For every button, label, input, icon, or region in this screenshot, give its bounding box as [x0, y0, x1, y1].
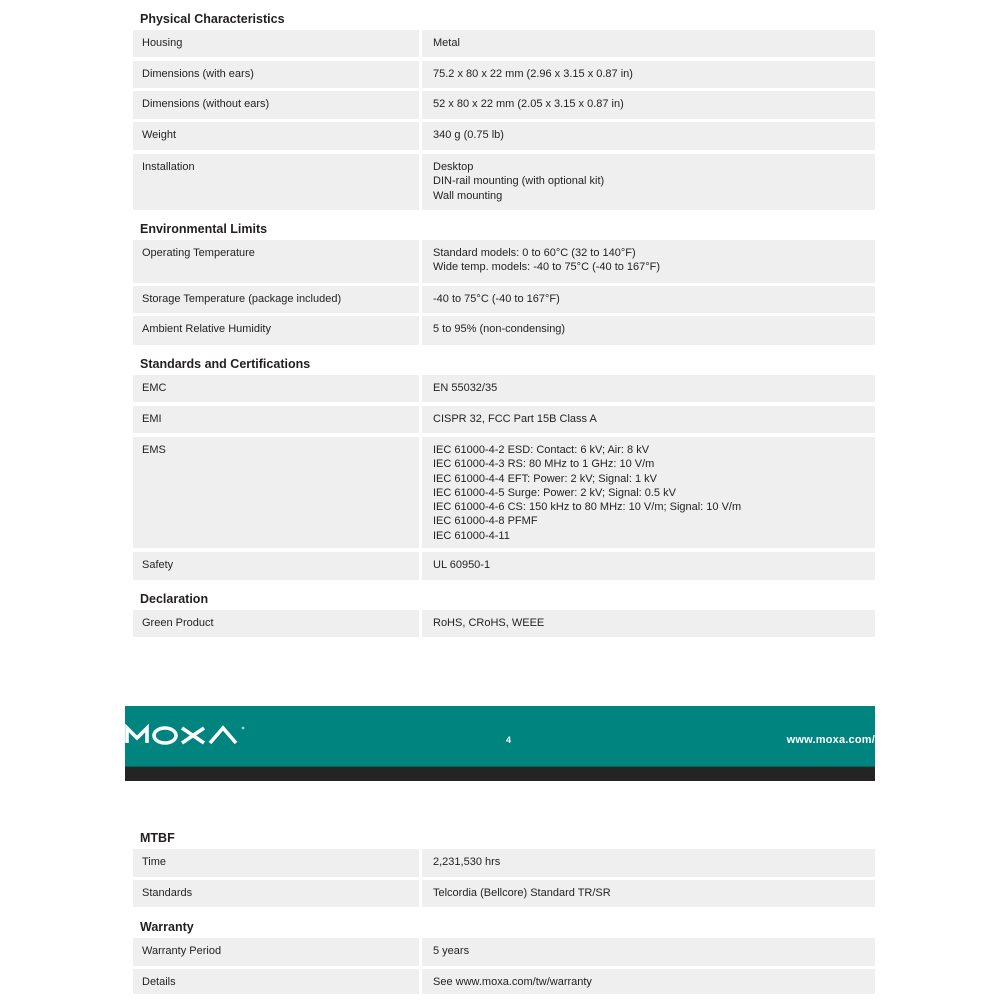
section-title: Standards and Certifications — [140, 357, 311, 371]
spec-value — [422, 880, 875, 907]
spec-value-line: 5 years — [433, 945, 470, 957]
website-link[interactable]: www.moxa.com/ — [786, 734, 875, 746]
spec-row-details — [133, 969, 875, 994]
spec-value-line: IEC 61000-4-5 Surge: Power: 2 kV; Signal: 0.5 kV — [433, 486, 676, 499]
section-title: Physical Characteristics — [140, 12, 285, 26]
spec-row-storage-temperature — [133, 286, 875, 313]
spec-value — [422, 61, 875, 88]
spec-value-line: IEC 61000-4-11 — [433, 529, 510, 542]
spec-row-warranty-period — [133, 938, 875, 966]
spec-key: Housing — [133, 30, 419, 57]
spec-value-line: 5 to 95% (non-condensing) — [433, 323, 566, 335]
spec-value-line: IEC 61000-4-4 EFT: Power: 2 kV; Signal: 1 kV — [433, 472, 657, 485]
spec-key: Operating Temperature — [133, 240, 419, 283]
spec-row-green-product — [133, 610, 875, 637]
spec-row-operating-temperature — [133, 240, 875, 283]
spec-key: Dimensions (with ears) — [133, 61, 419, 88]
spec-value — [422, 316, 875, 345]
spec-value-line: EN 55032/35 — [433, 382, 498, 394]
spec-key: Warranty Period — [133, 938, 419, 966]
spec-value — [422, 375, 875, 402]
spec-value-line: IEC 61000-4-6 CS: 150 kHz to 80 MHz: 10 V/m; Signal: 10 V/m — [433, 501, 742, 514]
spec-value — [422, 406, 875, 433]
spec-value-line: DIN-rail mounting (with optional kit) — [433, 175, 605, 188]
spec-row-dimensions-with-ears — [133, 61, 875, 88]
spec-value-line: 340 g (0.75 lb) — [433, 129, 504, 141]
spec-key: Ambient Relative Humidity — [133, 316, 419, 345]
spec-value — [422, 30, 875, 57]
spec-value-line: IEC 61000-4-3 RS: 80 MHz to 1 GHz: 10 V/m — [433, 458, 655, 471]
section-title: Warranty — [140, 920, 194, 934]
spec-row-ems — [133, 437, 875, 548]
spec-value-line: Standard models: 0 to 60°C (32 to 140°F) — [433, 247, 636, 259]
spec-value-line: Wall mounting — [433, 189, 503, 202]
spec-key: Weight — [133, 122, 419, 150]
spec-value-line: See www.moxa.com/tw/warranty — [433, 976, 592, 988]
spec-value-line: UL 60950-1 — [433, 559, 491, 571]
spec-value-line: IEC 61000-4-8 PFMF — [433, 515, 538, 528]
spec-row-dimensions-without-ears — [133, 91, 875, 119]
spec-value — [422, 849, 875, 877]
spec-value-line: -40 to 75°C (-40 to 167°F) — [433, 293, 560, 305]
spec-value — [422, 552, 875, 580]
spec-key: Time — [133, 849, 419, 877]
section-title: MTBF — [140, 831, 175, 845]
spec-value-line: Wide temp. models: -40 to 75°C (-40 to 167°F) — [433, 261, 661, 274]
spec-row-humidity — [133, 316, 875, 345]
spec-value — [422, 437, 875, 548]
spec-key: Installation — [133, 154, 419, 210]
spec-row-time — [133, 849, 875, 877]
spec-value-line: CISPR 32, FCC Part 15B Class A — [433, 413, 597, 425]
spec-row-emc — [133, 375, 875, 402]
spec-value — [422, 91, 875, 119]
section-title: Declaration — [140, 592, 209, 606]
spec-value-line: Desktop — [433, 161, 474, 173]
spec-key: Storage Temperature (package included) — [133, 286, 419, 313]
spec-value-line: IEC 61000-4-2 ESD: Contact: 6 kV; Air: 8 kV — [433, 444, 650, 456]
spec-row-housing — [133, 30, 875, 57]
spec-value-line: 2,231,530 hrs — [433, 856, 501, 868]
spec-value — [422, 938, 875, 966]
page-number: 4 — [506, 735, 512, 745]
page-footer-band — [125, 706, 875, 766]
spec-value-line: 52 x 80 x 22 mm (2.05 x 3.15 x 0.87 in) — [433, 98, 624, 110]
spec-value — [422, 286, 875, 313]
spec-value — [422, 154, 875, 210]
section-title: Environmental Limits — [140, 222, 268, 236]
page-footer-dark-band — [125, 766, 875, 781]
spec-value-line: Telcordia (Bellcore) Standard TR/SR — [433, 887, 611, 899]
spec-key: Standards — [133, 880, 419, 907]
spec-key: EMS — [133, 437, 419, 548]
spec-value — [422, 969, 875, 994]
moxa-logo — [125, 723, 267, 747]
spec-row-weight — [133, 122, 875, 150]
spec-value — [422, 122, 875, 150]
spec-row-safety — [133, 552, 875, 580]
spec-row-installation — [133, 154, 875, 210]
spec-value — [422, 240, 875, 283]
spec-key: Dimensions (without ears) — [133, 91, 419, 119]
spec-value — [422, 610, 875, 637]
spec-key: Green Product — [133, 610, 419, 637]
spec-key: Safety — [133, 552, 419, 580]
spec-key: Details — [133, 969, 419, 994]
spec-row-emi — [133, 406, 875, 433]
spec-value-line: RoHS, CRoHS, WEEE — [433, 617, 545, 629]
spec-row-standards — [133, 880, 875, 907]
spec-value-line: 75.2 x 80 x 22 mm (2.96 x 3.15 x 0.87 in) — [433, 68, 633, 80]
spec-key: EMI — [133, 406, 419, 433]
spec-value-line: Metal — [433, 37, 460, 49]
spec-key: EMC — [133, 375, 419, 402]
